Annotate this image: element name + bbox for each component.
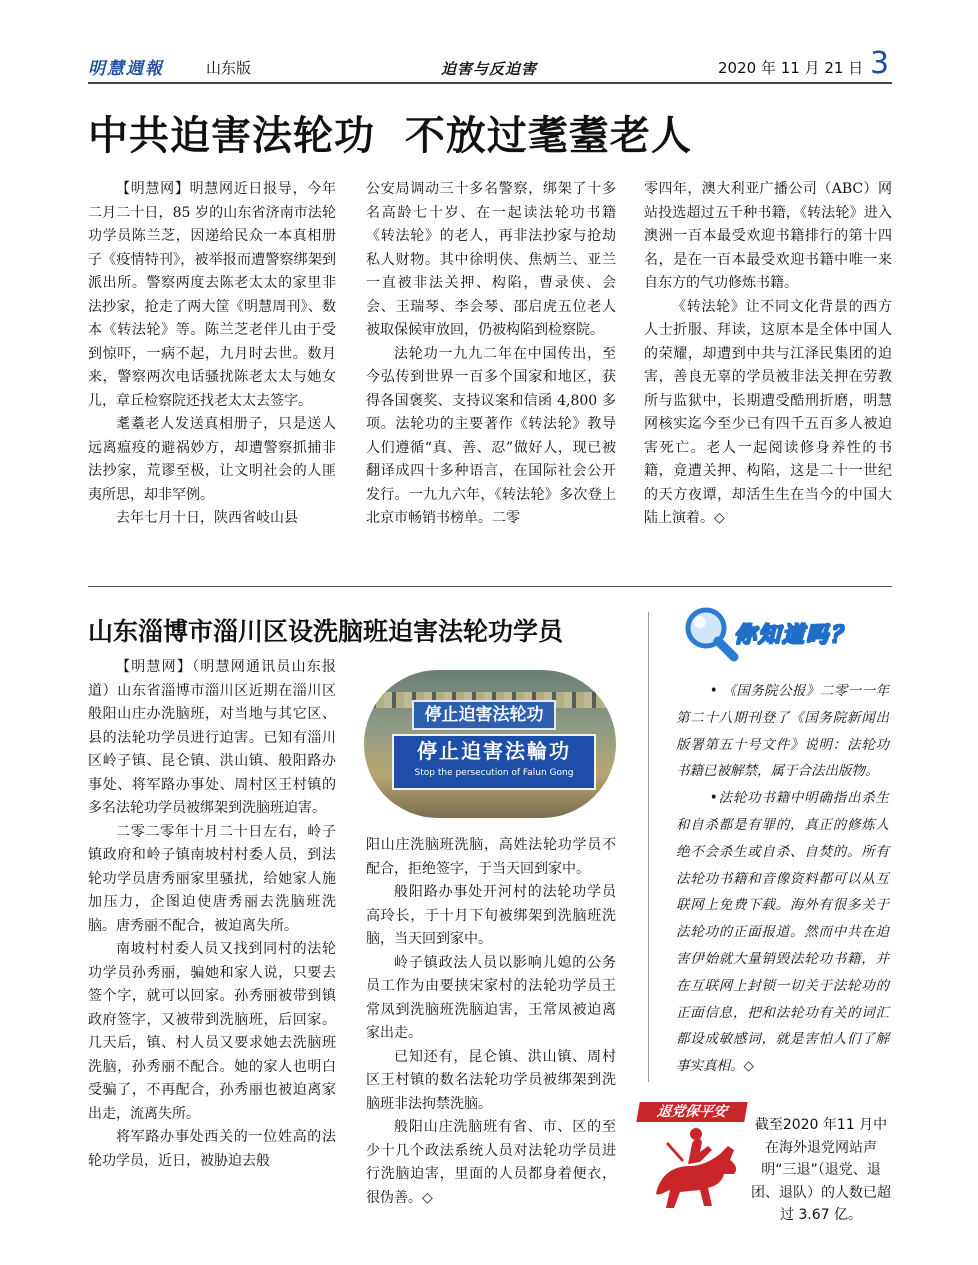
- paragraph: 般阳路办事处开河村的法轮功学员高玲长，于十月下旬被绑架到洗脑班洗脑，当天回到家中。: [366, 884, 616, 947]
- article1-column-3: [644, 178, 892, 531]
- paragraph: 法轮功一九九二年在中国传出，至今弘传到世界一百多个国家和地区，获得各国褒奖、支持议案和信函 4,800 多项。法轮功的主要著作《转法轮》教导人们遵循“真、善、忍”做好人，现已被翻译成四十多种语言，在国际社会公开发行。一九九六年，《转法轮》多次登上北京市畅销书榜单。二零: [366, 345, 616, 526]
- article2-column-2: [366, 834, 616, 1210]
- issue-date: 2020 年 11 月 21 日: [718, 59, 864, 77]
- protest-banner-large: [392, 734, 596, 790]
- sidebar-text: 法轮功书籍中明确指出杀生和自杀都是有罪的，真正的修炼人绝不会杀生或自杀、自焚的。所有法轮功书籍和音像资料都可以从互联网上免费下载。海外有很多关于法轮功的正面报道。然而中共在迫害伊始就大量销毁法轮功书籍，并在互联网上封锁一切关于法轮功的正面信息，把和法轮功有关的词汇都设成敏感词，就是害怕人们了解事实真相。◇: [676, 790, 889, 1075]
- paragraph: 零四年，澳大利亚广播公司（ABC）网站投选超过五千种书籍，《转法轮》进入澳洲一百本最受欢迎书籍排行的第十四名，是在一百本最受欢迎书籍中唯一来自东方的气功修炼书籍。: [644, 181, 892, 291]
- paragraph: 南坡村村委人员又找到同村的法轮功学员孙秀丽，骗她和家人说，只要去签个字，就可以回家。孙秀丽被带到镇政府签字，又被带到洗脑班，后回家。几天后，镇、村人员又要求她去洗脑班洗脑，孙秀丽不配合。她的家人也明白受骗了，不再配合，孙秀丽也被迫离家出走，流离失所。: [88, 941, 336, 1122]
- header-rule: [88, 82, 892, 84]
- article-divider: [88, 586, 892, 587]
- bullet: •: [709, 683, 718, 699]
- protest-banner-small: 停止迫害法轮功: [412, 700, 556, 730]
- sidebar-text: 《国务院公报》二零一一年第二十八期刊登了《国务院新闻出版署第五十号文件》说明：法轮功书籍已被解禁，属于合法出版物。: [676, 683, 890, 780]
- article2-title: 山东淄博市淄川区设洗脑班迫害法轮功学员: [88, 617, 564, 646]
- article1-column-2: [366, 178, 616, 531]
- paragraph: 已知还有，昆仑镇、洪山镇、周村区王村镇的数名法轮功学员被绑架到洗脑班非法拘禁洗脑。: [366, 1048, 616, 1112]
- did-you-know-text: [676, 678, 889, 1080]
- article2-column-1: [88, 656, 336, 1173]
- paragraph: 二零二零年十月二十日左右，岭子镇政府和岭子镇南坡村村委人员，到法轮功学员唐秀丽家里骚扰，给她家人施加压力，企图迫使唐秀丽去洗脑班洗脑。唐秀丽不配合，被迫离失所。: [88, 823, 336, 934]
- bullet: •: [709, 790, 718, 807]
- horseman-icon: [638, 1124, 748, 1210]
- paragraph: 去年七月十日，陕西省岐山县: [116, 510, 298, 526]
- edition-label: 山东版: [206, 59, 252, 77]
- sidebar-paragraph: [676, 785, 889, 1080]
- paragraph: 《转法轮》让不同文化背景的西方人士折服、拜读，这原本是全体中国人的荣耀，却遭到中共与江泽民集团的迫害，善良无辜的学员被非法关押在劳教所与监狱中，长期遭受酷刑折磨，明慧网核实迄今至少已有四千五百多人被迫害死亡。老人一起阅读修身养性的书籍，竟遭关押、构陷，这是二十一世纪的天方夜谭，却活生生在当今的中国大陆上演着。◇: [644, 298, 892, 526]
- tuidang-statistic: 截至2020 年11 月中在海外退党网站声明“三退”（退党、退团、退队）的人数已超过 3.67 亿。: [751, 1117, 891, 1223]
- paragraph: 【明慧网】（明慧网通讯员山东报道）山东省淄博市淄川区近期在淄川区般阳山庄办洗脑班，对当地与其它区、县的法轮功学员进行迫害。已知有淄川区岭子镇、昆仑镇、洪山镇、般阳路办事处、将军路办事处、周村区王村镇的多名法轮功学员被绑架到洗脑班迫害。: [88, 659, 336, 816]
- paragraph: 般阳山庄洗脑班有省、市、区的至少十几个政法系统人员对法轮功学员进行洗脑迫害，里面的人员都身着便衣，很伪善。◇: [366, 1119, 616, 1206]
- paragraph: 将军路办事处西关的一位姓高的法轮功学员，近日，被胁迫去般: [88, 1129, 336, 1169]
- page-number: 3: [870, 46, 890, 81]
- banner-english: Stop the persecution of Falun Gong: [414, 768, 574, 778]
- paragraph: 阳山庄洗脑班洗脑，高姓法轮功学员不配合，拒绝签字，于当天回到家中。: [366, 837, 616, 877]
- banner-chinese: 停止迫害法輪功: [417, 739, 571, 763]
- paragraph: 耄耋老人发送真相册子，只是送人远离瘟疫的避祸妙方，却遭警察抓捕非法抄家，荒谬至极，让文明社会的人匪夷所思，却非罕例。: [88, 416, 336, 503]
- protest-photo: [364, 670, 616, 818]
- paragraph: 【明慧网】明慧网近日报导，今年二月二十日，85 岁的山东省济南市法轮功学员陈兰芝，因递给民众一本真相册子《疫情特刊》，被举报而遭警察绑架到派出所。警察两度去陈老太太的家里非法抄家，抢走了两大筐《明慧周刊》、数本《转法轮》等。陈兰芝老伴儿由于受到惊吓，一病不起，九月时去世。数月来，警察两次电话骚扰陈老太太与她女儿，章丘检察院还找老太太去签字。: [88, 181, 336, 409]
- did-you-know-header: [678, 604, 888, 664]
- masthead: 明慧週報: [88, 59, 164, 79]
- tuidang-stamp: [638, 1096, 748, 1208]
- paragraph: 公安局调动三十多名警察，绑架了十多名高龄七十岁、在一起读法轮功书籍《转法轮》的老人，再非法抄家与抢劫私人财物。其中徐明侠、焦炳兰、亚兰一直被非法关押、构陷，曹录侠、会会、王瑞琴、李会琴、邵启虎五位老人被取保候审放回，仍被构陷到检察院。: [366, 181, 616, 338]
- paragraph: 岭子镇政法人员以影响儿媳的公务员工作为由要挟宋家村的法轮功学员王常凤到洗脑班洗脑迫害，王常凤被迫离家出走。: [366, 954, 616, 1041]
- article1-title: 中共迫害法轮功 不放过耄耋老人: [88, 113, 692, 159]
- sidebar-rule: [648, 612, 649, 1082]
- section-title: 迫害与反迫害: [440, 60, 537, 78]
- article1-column-1: [88, 178, 336, 531]
- did-you-know-title: 你知道吗？: [734, 623, 855, 648]
- sidebar-paragraph: [676, 678, 889, 785]
- stamp-label: 退党保平安: [636, 1102, 748, 1122]
